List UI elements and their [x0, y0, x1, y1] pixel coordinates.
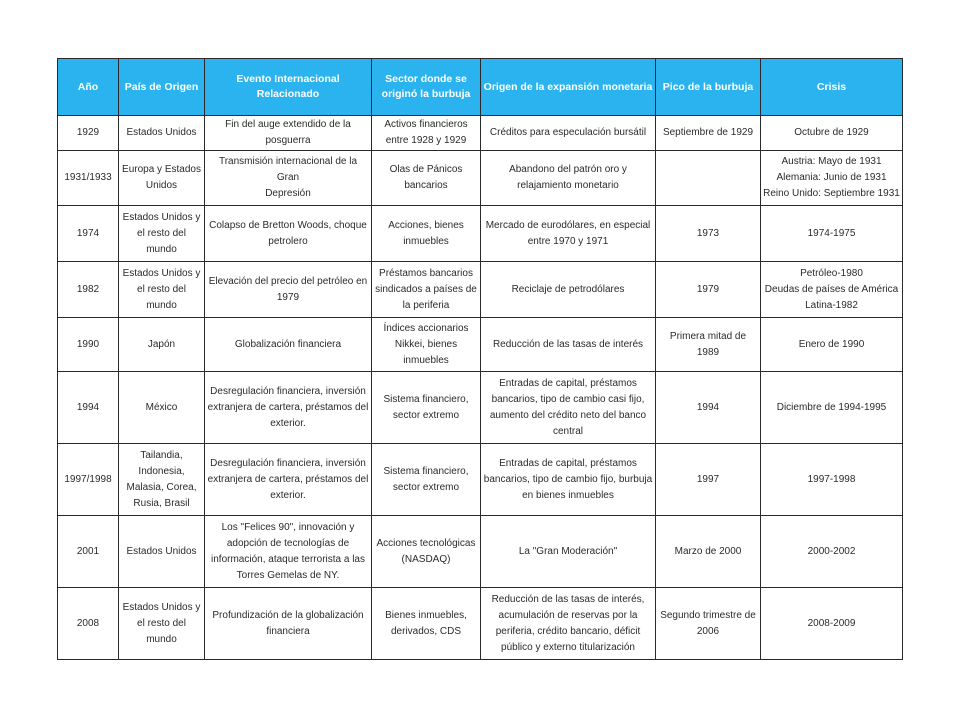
header-row	[58, 59, 903, 116]
cell-origin-country: Estados Unidos y el resto del mundo	[119, 206, 205, 262]
table-row	[58, 372, 903, 444]
cell-bubble-peak	[656, 151, 761, 206]
table-row	[58, 516, 903, 588]
cell-monetary-expansion-origin: Reciclaje de petrodólares	[481, 262, 656, 318]
cell-monetary-expansion-origin: Reducción de las tasas de interés, acumulación de reservas por la periferia, crédito bancario, déficit público y externo titularización	[481, 588, 656, 660]
cell-year: 1997/1998	[58, 444, 119, 516]
crisis-table-container	[57, 58, 902, 660]
cell-origin-country: Japón	[119, 318, 205, 372]
cell-bubble-sector: Acciones tecnológicas (NASDAQ)	[372, 516, 481, 588]
cell-bubble-sector: Bienes inmuebles, derivados, CDS	[372, 588, 481, 660]
cell-bubble-sector: Activos financieros entre 1928 y 1929	[372, 116, 481, 151]
cell-monetary-expansion-origin: Reducción de las tasas de interés	[481, 318, 656, 372]
cell-year: 2008	[58, 588, 119, 660]
cell-international-event: Profundización de la globalización financiera	[205, 588, 372, 660]
cell-crisis: 1974-1975	[761, 206, 903, 262]
cell-origin-country: Europa y Estados Unidos	[119, 151, 205, 206]
cell-year: 1974	[58, 206, 119, 262]
cell-bubble-sector: Sistema financiero, sector extremo	[372, 372, 481, 444]
header-monetary-expansion-origin: Origen de la expansión monetaria	[481, 59, 656, 116]
cell-monetary-expansion-origin: La "Gran Moderación"	[481, 516, 656, 588]
cell-international-event: Globalización financiera	[205, 318, 372, 372]
cell-monetary-expansion-origin: Entradas de capital, préstamos bancarios, tipo de cambio fijo, burbuja en bienes inmuebles	[481, 444, 656, 516]
cell-international-event: Los "Felices 90", innovación y adopción de tecnologías de información, ataque terrorista a las Torres Gemelas de NY.	[205, 516, 372, 588]
table-row	[58, 151, 903, 206]
table-row	[58, 116, 903, 151]
cell-bubble-peak: Septiembre de 1929	[656, 116, 761, 151]
cell-international-event: Elevación del precio del petróleo en 1979	[205, 262, 372, 318]
table-row	[58, 318, 903, 372]
cell-origin-country: México	[119, 372, 205, 444]
cell-year: 1931/1933	[58, 151, 119, 206]
cell-bubble-peak: 1973	[656, 206, 761, 262]
cell-crisis: 2008-2009	[761, 588, 903, 660]
cell-monetary-expansion-origin: Entradas de capital, préstamos bancarios, tipo de cambio casi fijo, aumento del crédito neto del banco central	[481, 372, 656, 444]
header-origin-country: País de Origen	[119, 59, 205, 116]
cell-bubble-sector: Sistema financiero, sector extremo	[372, 444, 481, 516]
cell-bubble-peak: Primera mitad de 1989	[656, 318, 761, 372]
header-international-event: Evento Internacional Relacionado	[205, 59, 372, 116]
header-bubble-sector: Sector donde se originó la burbuja	[372, 59, 481, 116]
table-row	[58, 588, 903, 660]
cell-crisis: Petróleo-1980 Deudas de países de América Latina-1982	[761, 262, 903, 318]
cell-crisis: 1997-1998	[761, 444, 903, 516]
cell-monetary-expansion-origin: Créditos para especulación bursátil	[481, 116, 656, 151]
cell-bubble-sector: Préstamos bancarios sindicados a países de la periferia	[372, 262, 481, 318]
cell-origin-country: Estados Unidos	[119, 116, 205, 151]
cell-bubble-peak: 1994	[656, 372, 761, 444]
financial-crises-table	[57, 58, 903, 660]
cell-origin-country: Tailandia, Indonesia, Malasia, Corea, Rusia, Brasil	[119, 444, 205, 516]
header-crisis: Crisis	[761, 59, 903, 116]
cell-origin-country: Estados Unidos y el resto del mundo	[119, 262, 205, 318]
cell-crisis: Diciembre de 1994-1995	[761, 372, 903, 444]
cell-bubble-sector: Índices accionarios Nikkei, bienes inmuebles	[372, 318, 481, 372]
cell-crisis: Octubre de 1929	[761, 116, 903, 151]
cell-year: 1929	[58, 116, 119, 151]
cell-year: 2001	[58, 516, 119, 588]
table-row	[58, 206, 903, 262]
cell-origin-country: Estados Unidos y el resto del mundo	[119, 588, 205, 660]
cell-bubble-peak: Marzo de 2000	[656, 516, 761, 588]
cell-bubble-sector: Olas de Pánicos bancarios	[372, 151, 481, 206]
cell-international-event: Fin del auge extendido de la posguerra	[205, 116, 372, 151]
cell-year: 1990	[58, 318, 119, 372]
cell-crisis: Enero de 1990	[761, 318, 903, 372]
table-row	[58, 444, 903, 516]
cell-crisis: Austria: Mayo de 1931 Alemania: Junio de 1931 Reino Unido: Septiembre 1931	[761, 151, 903, 206]
cell-bubble-sector: Acciones, bienes inmuebles	[372, 206, 481, 262]
cell-monetary-expansion-origin: Abandono del patrón oro y relajamiento monetario	[481, 151, 656, 206]
cell-international-event: Desregulación financiera, inversión extranjera de cartera, préstamos del exterior.	[205, 444, 372, 516]
cell-bubble-peak: Segundo trimestre de 2006	[656, 588, 761, 660]
cell-monetary-expansion-origin: Mercado de eurodólares, en especial entre 1970 y 1971	[481, 206, 656, 262]
cell-year: 1982	[58, 262, 119, 318]
cell-origin-country: Estados Unidos	[119, 516, 205, 588]
cell-bubble-peak: 1979	[656, 262, 761, 318]
header-bubble-peak: Pico de la burbuja	[656, 59, 761, 116]
cell-international-event: Colapso de Bretton Woods, choque petrolero	[205, 206, 372, 262]
cell-international-event: Transmisión internacional de la Gran Depresión	[205, 151, 372, 206]
header-year: Año	[58, 59, 119, 116]
table-row	[58, 262, 903, 318]
cell-bubble-peak: 1997	[656, 444, 761, 516]
cell-year: 1994	[58, 372, 119, 444]
cell-international-event: Desregulación financiera, inversión extranjera de cartera, préstamos del exterior.	[205, 372, 372, 444]
cell-crisis: 2000-2002	[761, 516, 903, 588]
